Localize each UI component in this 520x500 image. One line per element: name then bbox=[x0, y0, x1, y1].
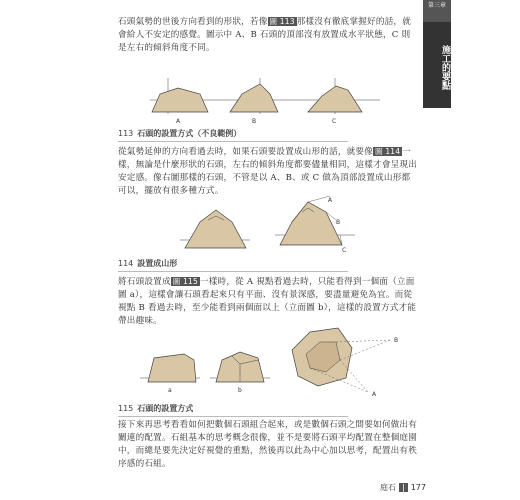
caption-113 bbox=[118, 128, 241, 139]
paragraph-4: 接下來再思考看看如何把數個石頭組合起來，或是數個石頭之間要如何做出有關連的配置。石組基本的思考概念很像，並不是要將石頭平均配置在整個庭園中，而總是要先決定好視覺的重點，然後再以此為中心加以思考，配置出有秩序感的石組。 bbox=[118, 420, 417, 469]
figure-113-illustration bbox=[150, 74, 380, 124]
paragraph-3-text-a: 將石頭設置成 bbox=[118, 277, 171, 287]
fig115-label-viewpoint-a: A bbox=[372, 391, 377, 398]
fig113-label-a: A bbox=[176, 118, 181, 124]
footer-label: 庭石 bbox=[380, 483, 396, 492]
divider bbox=[118, 416, 348, 417]
figure-ref-115: 圖 115 bbox=[172, 277, 198, 286]
caption-115-number: 115 bbox=[118, 404, 134, 413]
figure-ref-113: 圖 113 bbox=[269, 17, 295, 26]
footer-separator: | bbox=[399, 483, 408, 492]
fig113-label-c: C bbox=[332, 118, 337, 124]
figure-115-illustration bbox=[140, 320, 420, 400]
fig114-label-c: C bbox=[342, 247, 347, 254]
page-footer bbox=[380, 482, 426, 493]
figure-ref-114: 圖 114 bbox=[375, 147, 401, 156]
caption-114-number: 114 bbox=[118, 259, 134, 268]
fig115-label-viewpoint-b: B bbox=[394, 337, 399, 344]
paragraph-1 bbox=[118, 15, 418, 55]
fig115-label-a: a bbox=[168, 387, 172, 394]
page-number: 177 bbox=[410, 483, 426, 492]
fig114-label-b: B bbox=[336, 219, 341, 226]
caption-115 bbox=[118, 403, 193, 414]
paragraph-3-text-b: 一樣時，從 A 視點看過去時，只能看得到一個面（立面圖 a），這樣會讓石頭看起來只有平面、沒有景深感，要盡量避免為宜。而從視點 B 看過去時，至少能看到兩個面以上（立面圖 b），這樣的設置方式才能帶出趣味。 bbox=[118, 277, 417, 326]
paragraph-1-text-a: 石頭氣勢的世後方向看到的形狀，若像 bbox=[118, 17, 268, 27]
caption-113-text: 石頭的設置方式（不良範例） bbox=[137, 129, 242, 138]
fig115-label-b: b bbox=[238, 387, 242, 394]
chapter-title: 施工的要點 bbox=[423, 22, 451, 108]
chapter-tab bbox=[423, 0, 451, 108]
paragraph-2-text-b: 一樣，無論是什麼形狀的石頭，左右的傾斜角度都要儘量相同，這樣才會呈現出安定感。像右圖那樣的石頭，不管是以 A、B、或 C 做為頂部設置成山形都可以，擺放有很多種方式。 bbox=[118, 147, 417, 196]
figure-114-illustration bbox=[170, 190, 360, 260]
caption-115-text: 石頭的設置方式 bbox=[137, 404, 194, 413]
fig114-label-a: A bbox=[328, 197, 333, 204]
caption-114-text: 設置成山形 bbox=[137, 259, 178, 268]
caption-114 bbox=[118, 258, 177, 269]
caption-113-number: 113 bbox=[118, 129, 134, 138]
fig113-label-b: B bbox=[252, 118, 257, 124]
paragraph-1-text-b: 那樣沒有徹底掌握好的話，就會給人不安定的感覺。圖示中 A、B 石頭的頂部沒有放置成水平狀態，C 則是左右的傾斜角度不同。 bbox=[118, 17, 412, 53]
chapter-number: 第三章 bbox=[423, 0, 451, 22]
paragraph-2-text-a: 從氣勢延伸的方向看過去時，如果石頭要設置成山形的話，就要像 bbox=[118, 147, 374, 157]
divider bbox=[118, 271, 348, 272]
divider bbox=[118, 141, 348, 142]
